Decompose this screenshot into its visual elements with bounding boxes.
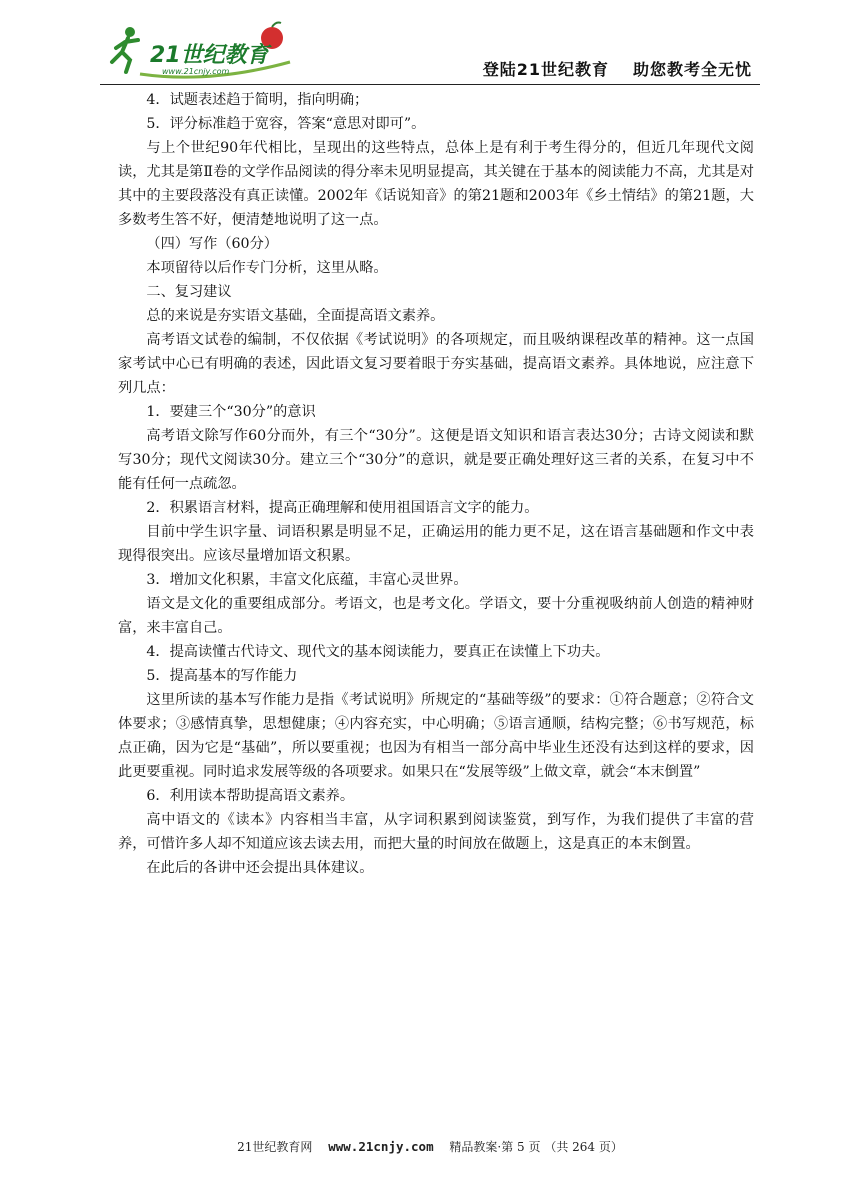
list-heading: 6．利用读本帮助提高语文素养。 bbox=[146, 788, 355, 804]
paragraph: 总的来说是夯实语文基础，全面提高语文素养。 bbox=[146, 308, 445, 324]
site-logo[interactable] bbox=[100, 18, 300, 84]
header-tagline bbox=[483, 57, 752, 80]
section-heading: 二、复习建议 bbox=[146, 284, 232, 300]
list-heading: 3．增加文化积累，丰富文化底蕴，丰富心灵世界。 bbox=[146, 572, 468, 588]
tagline-login: 登陆21世纪教育 bbox=[482, 60, 609, 79]
paragraph: 高考语文试卷的编制，不仅依据《考试说明》的各项规定，而且吸纳课程改革的精神。这一点国家考试中心已有明确的表述，因此语文复习要着眼于夯实基础，提高语文素养。具体地说，应注意下列几点： bbox=[118, 332, 754, 396]
document-body bbox=[118, 88, 754, 880]
paragraph: 语文是文化的重要组成部分。考语文，也是考文化。学语文，要十分重视吸纳前人创造的精神财富，来丰富自己。 bbox=[118, 596, 754, 636]
list-heading: 1．要建三个“30分”的意识 bbox=[146, 404, 316, 420]
paragraph: 这里所读的基本写作能力是指《考试说明》所规定的“基础等级”的要求：①符合题意；②符合文体要求；③感情真挚，思想健康；④内容充实，中心明确；⑤语言通顺，结构完整；⑥书写规范，标点正确，因为它是“基础”，所以要重视；也因为有相当一部分高中毕业生还没有达到这样的要求，因此更要重视。同时追求发展等级的各项要求。如果只在“发展等级”上做文章，就会“本末倒置” bbox=[118, 692, 754, 780]
paragraph: 在此后的各讲中还会提出具体建议。 bbox=[146, 860, 374, 876]
tagline-slogan: 助您教考全无忧 bbox=[632, 60, 752, 79]
list-heading: 2．积累语言材料，提高正确理解和使用祖国语言文字的能力。 bbox=[146, 500, 539, 516]
paragraph: 本项留待以后作专门分析，这里从略。 bbox=[146, 260, 388, 276]
list-heading: 4．提高读懂古代诗文、现代文的基本阅读能力，要真正在读懂上下功夫。 bbox=[146, 644, 610, 660]
page-header bbox=[100, 18, 760, 85]
footer-page-info: 精品教案·第 5 页 （共 264 页） bbox=[449, 1140, 623, 1154]
runner-logo-icon bbox=[100, 18, 300, 84]
paragraph: 4．试题表述趋于简明，指向明确； bbox=[146, 92, 369, 108]
paragraph: 与上个世纪90年代相比，呈现出的这些特点，总体上是有利于考生得分的，但近几年现代文阅读，尤其是第Ⅱ卷的文学作品阅读的得分率未见明显提高，其关键在于基本的阅读能力不高，尤其是对其中的主要段落没有真正读懂。2002年《话说知音》的第21题和2003年《乡土情结》的第21题，大多数考生答不好，便清楚地说明了这一点。 bbox=[118, 140, 754, 228]
page-footer bbox=[0, 1138, 860, 1155]
paragraph: 高考语文除写作60分而外，有三个“30分”。这便是语文知识和语言表达30分；古诗文阅读和默写30分；现代文阅读30分。建立三个“30分”的意识，就是要正确处理好这三者的关系，在复习中不能有任何一点疏忽。 bbox=[118, 428, 754, 492]
paragraph: 目前中学生识字量、词语积累是明显不足，正确运用的能力更不足，这在语言基础题和作文中表现得很突出。应该尽量增加语文积累。 bbox=[118, 524, 754, 564]
list-heading: 5．提高基本的写作能力 bbox=[146, 668, 298, 684]
paragraph: 高中语文的《读本》内容相当丰富，从字词积累到阅读鉴赏，到写作，为我们提供了丰富的营养，可惜许多人却不知道应该去读去用，而把大量的时间放在做题上，这是真正的本末倒置。 bbox=[118, 812, 754, 852]
footer-site-name: 21世纪教育网 bbox=[237, 1140, 313, 1154]
logo-text: 21世纪教育 bbox=[150, 43, 269, 68]
paragraph: 5．评分标准趋于宽容，答案“意思对即可”。 bbox=[146, 116, 426, 132]
logo-url: www.21cnjy.com bbox=[162, 67, 230, 76]
footer-site-link[interactable]: www.21cnjy.com bbox=[328, 1139, 434, 1154]
section-heading: （四）写作（60分） bbox=[146, 236, 278, 252]
